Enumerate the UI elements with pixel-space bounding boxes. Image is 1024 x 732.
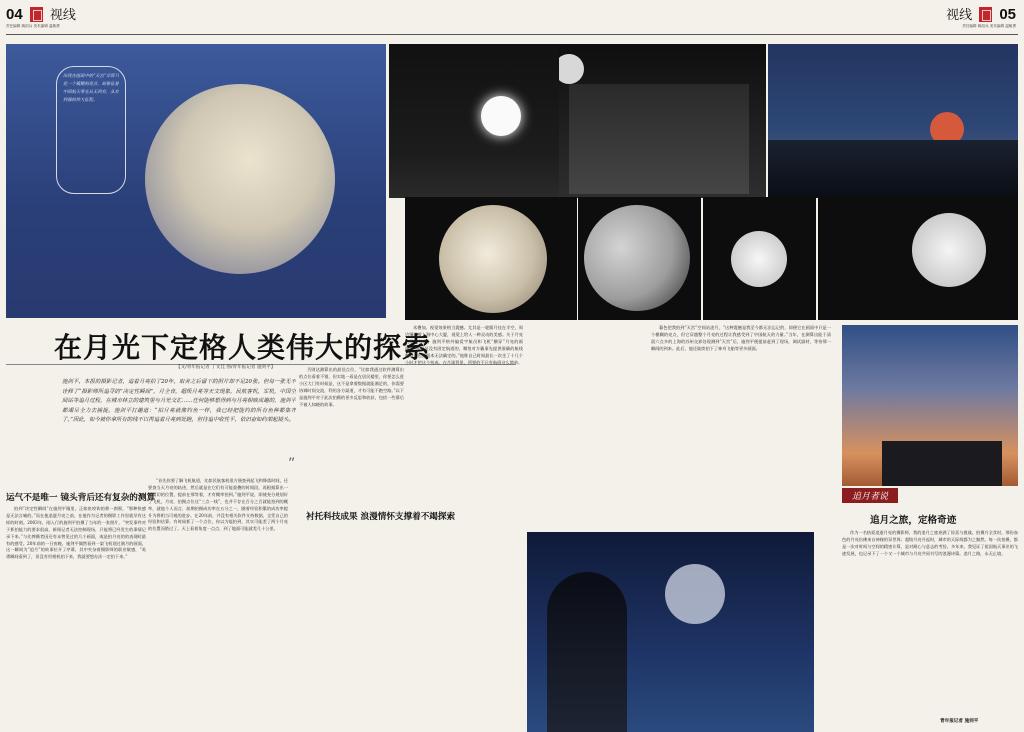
column-4-text: 术叠加，视觉效果相当震撼。尤其是一轮圆月挂在半空，周边镶满着上海中心大厦，视觉上给人一种灵动的美感。关于月亮的组合构图，施剑平格外偏爱宇航员和飞机“横穿”月亮的画面，“军机是没有固定航道的，哪怕对方戴事先提供准确的航线数据，也是根本无法确定的。”他称自己时间最长一次坐了十几个小时才把这个拍成。在月球背景，所要的不只有航班这么简单。 xyxy=(405,325,523,365)
photographers-sunset-photo xyxy=(842,325,1018,486)
moon xyxy=(439,205,547,313)
moon xyxy=(731,231,787,287)
column-5-text: 暮色把我拍到“天宫”空间站凌月，“这种震撼是我至今都无法忘记的，即便它在画面中只是一个模糊的亮点，但它穿越整个月亮的过程让我感受到了中国航天的力量。”当年，在测算出能于清晨六点多的上海的苏州交界处现测到“天宫”后，施剑平便提前赶到了现场，调试器材，等待那一瞬间的到来。此后，他还陆续拍下了神舟飞船等更多画面。 xyxy=(651,325,831,351)
left-section-name: 视线 xyxy=(49,8,76,23)
header-rule xyxy=(6,34,1018,35)
skyline-silhouette xyxy=(768,140,1018,198)
tripod-silhouettes xyxy=(882,441,1002,486)
column-3-text: 否则达测算出的最佳点位，“比如我通过软件测算出的点位看着不错，但实地一看是在居民楼里，你要怎么进小区大门有时候是，这不是拿着数据就能满足的，你需要协调时间交流，利用各方渠道，才有可能不跑空路。”以下是施剑平对于此次拍摄的更多反思和收获，包括一些幕后不被人知晓的故事。 xyxy=(299,367,404,407)
lead-paragraph: 施剑平，本报的摄影记者，追着月亮拍了20年，取舍之后留下的照片却不足20张。但每一张无不诠释了“摄影师所追寻的”决定性瞬间”，月全食，超级月亮等天文现象，民航客机，军机，中国空间站等追月过程，在城市林立的建筑里与月光交汇……任何能够想得到与月亮相映成趣的，施剑平都竭尽全力去捕捉。施剑平打趣道：“拍月亮就像钓鱼一样，我已经把能钓的所有鱼种都集齐了。”因此，如今被你拿所有的线不以再追着月亮到处跑，但待追中收性平，依旧奋如约架起镜头。 xyxy=(62,379,296,424)
left-page-number: 04 xyxy=(6,6,23,23)
callout-text: 出现在画面中的“天宫”尽管只是一个模糊的亮点，却象征着中国航天事业从无到有，从有到强的伟大征程。 xyxy=(63,74,119,103)
right-page-number: 05 xyxy=(999,6,1016,23)
sidebar-body xyxy=(842,530,1018,716)
night-city-moon-photo xyxy=(389,44,566,198)
section-1-title: 运气不是唯一 镜头背后还有复杂的测算 xyxy=(6,493,156,503)
column-4 xyxy=(405,325,523,515)
moon xyxy=(665,564,725,624)
moon xyxy=(584,205,690,311)
column-2 xyxy=(148,478,288,728)
newspaper-seal-icon xyxy=(979,7,992,22)
moon xyxy=(481,96,521,136)
full-moon-plane-photo-1 xyxy=(405,197,577,320)
left-header-credits: 责任编辑 姚绍兵 美术编辑 温敏勇 xyxy=(6,24,60,28)
column-3 xyxy=(299,367,404,728)
sidebar-signature: 青年报记者 施剑平 xyxy=(940,719,979,724)
sidebar-text: 作为一名热爱追逐月亮的摄影师，我的追月之旅充满了惊喜与挑战。拍摄月全食时，那份血色的月亮仿佛来自神秘的异世界；超级月亮升起时，城市的天际线都为之黯然。每一次拍摄，都是一次对时间与空间的精密计算，是对耐心与意志的考验。多年来，我见证了祖国航天事业的飞速发展，也记录下了一个又一个城市与月亮共同书写的浪漫诗篇。追月之路，永无止境。 xyxy=(842,530,1018,556)
sidebar-tag: 追月者说 xyxy=(842,488,898,503)
right-section-name: 视线 xyxy=(946,8,973,23)
shanghai-skyline-moonrise-photo xyxy=(768,44,1018,198)
section-2-title: 衬托科技成果 浪漫情怀支撑着不竭探索 xyxy=(306,512,456,522)
right-header-credits: 责任编辑 姚绍兵 美术编辑 温敏勇 xyxy=(962,24,1016,28)
crescent-moon-plane-photo xyxy=(578,197,701,320)
control-tower-moon-photo xyxy=(527,532,814,732)
moon xyxy=(912,213,986,287)
right-page-header xyxy=(946,4,1016,34)
column-2-text: “首先你要了解飞机航道，比如民航客机很方便查到起飞和降落时间，还要查当天月亮的轨迹，然后就是在它们有可能重叠的时间段，再根据算出一个精切的位置，提前在那等着，才有概率拍到。”施剑平说，即使充分规划好了飞机，月亮，拍摄点位这“三点一线”，也并不存在百分之百就能拍到的概率，就他个人而言，前期拍摄成功率在五分之一，随着经验积累的成功率提升为将相当可观的进步。在20年前，并没有相关软件支持数据，全凭自己的经验和估算。有时候抓了一个点位，你以为能拍到，其实可能差了两个月亮的位置而错过了。天上看着角度一点点，到了地面可能就差几十公里。 xyxy=(148,478,288,532)
building-construction-photo xyxy=(559,44,766,198)
column-5 xyxy=(651,325,831,528)
column-1 xyxy=(6,506,146,728)
tower-silhouette xyxy=(547,572,627,732)
newspaper-seal-icon xyxy=(30,7,43,22)
gibbous-moon-photo xyxy=(6,44,386,318)
full-moon-plane-photo-2 xyxy=(703,197,816,320)
moon xyxy=(559,54,584,84)
callout-bubble xyxy=(56,66,126,194)
article-headline: 在月光下定格人类伟大的探索 xyxy=(54,331,432,364)
left-page-header xyxy=(6,4,76,34)
crane-silhouette xyxy=(569,84,749,194)
article-byline: 【文/青年报记者 丁文佳 图/青年报记者 施剑平】 xyxy=(176,365,276,370)
full-moon-plane-photo-3 xyxy=(818,197,1018,320)
sidebar-title: 追月之旅，定格奇迹 xyxy=(870,515,957,526)
lead-quote-icon: ” xyxy=(288,456,296,472)
moon xyxy=(145,84,335,274)
column-1-text: 拍到“决定性瞬间”在施剑平眼里，正如鱼咬钩的那一刹那，“那种快感是无法言喻的。”而在他追逐月亮之前，在他作为记者的摄影工作里就早有这样的时刻。2003年，刚入行的施剑平拍摄了当年的一张照片，“突发事件对于抓拍能力的要求很高，新闻记者无法控制现场，只能将已经发生的事情记录下来。”与比摔摄者因还有未曾见过的几个画面，或是拍月亮的的表现时最有的感受。20年前的一日夜晚，施剑平偶然看到一架飞机划过满月的画面，这一瞬间为“追月”的故事拉开了序幕，其中夹杂着摄影师的职业敏感，“英勇瞬间看到了，但没有用相机拍下来，我就要想办法一定拍下来。” xyxy=(6,506,146,560)
